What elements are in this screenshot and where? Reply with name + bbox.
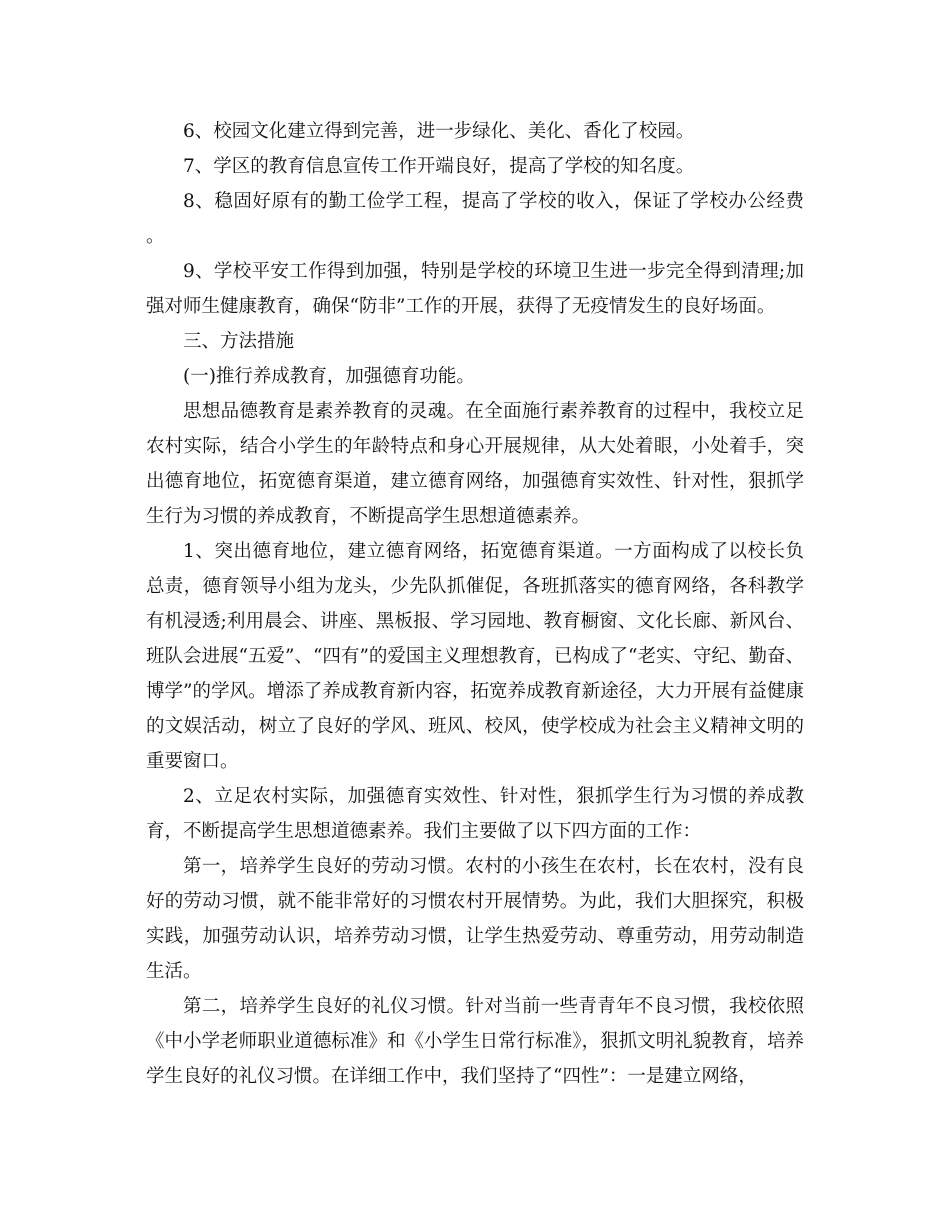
document-body [146,114,804,1094]
section-heading-methods: 三、方法措施 [183,331,295,352]
subsection-heading-moral-education: (一)推行养成教育，加强德育功能。 [183,366,475,387]
paragraph-item-9: 9、学校平安工作得到加强，特别是学校的环境卫生进一步完全得到清理;加强对师生健康教育，确保“防非”工作的开展，获得了无疫情发生的良好场面。 [146,261,804,317]
paragraph-moral-education-intro: 思想品德教育是素养教育的灵魂。在全面施行素养教育的过程中，我校立足农村实际，结合小学生的年龄特点和身心开展规律，从大处着眼，小处着手，突出德育地位，拓宽德育渠道，建立德育网络，加强德育实效性、针对性，狠抓学生行为习惯的养成教育，不断提高学生思想道德素养。 [146,401,804,527]
paragraph-item-6: 6、校园文化建立得到完善，进一步绿化、美化、香化了校园。 [183,121,695,142]
paragraph-etiquette-habits: 第二，培养学生良好的礼仪习惯。针对当前一些青青年不良习惯，我校依照《中小学老师职业道德标准》和《小学生日常行标准》，狠抓文明礼貌教育，培养学生良好的礼仪习惯。在详细工作中，我们坚持了“四性”：一是建立网络， [146,996,804,1087]
paragraph-point-2: 2、立足农村实际，加强德育实效性、针对性，狠抓学生行为习惯的养成教育，不断提高学生思想道德素养。我们主要做了以下四方面的工作： [146,786,804,842]
paragraph-item-8: 8、稳固好原有的勤工俭学工程，提高了学校的收入，保证了学校办公经费。 [146,191,804,247]
paragraph-point-1: 1、突出德育地位，建立德育网络，拓宽德育渠道。一方面构成了以校长负总责，德育领导小组为龙头，少先队抓催促，各班抓落实的德育网络，各科教学有机浸透;利用晨会、讲座、黑板报、学习园地、教育橱窗、文化长廊、新风台、班队会进展“五爱”、“四有”的爱国主义理想教育，已构成了“老实、守纪、勤奋、博学”的学风。增添了养成教育新内容，拓宽养成教育新途径，大力开展有益健康的文娱活动，树立了良好的学风、班风、校风，使学校成为社会主义精神文明的重要窗口。 [146,541,804,772]
paragraph-labor-habits: 第一，培养学生良好的劳动习惯。农村的小孩生在农村，长在农村，没有良好的劳动习惯，就不能非常好的习惯农村开展情势。为此，我们大胆探究，积极实践，加强劳动认识，培养劳动习惯，让学生热爱劳动、尊重劳动，用劳动制造生活。 [146,856,804,982]
paragraph-item-7: 7、学区的教育信息宣传工作开端良好，提高了学校的知名度。 [183,156,695,177]
